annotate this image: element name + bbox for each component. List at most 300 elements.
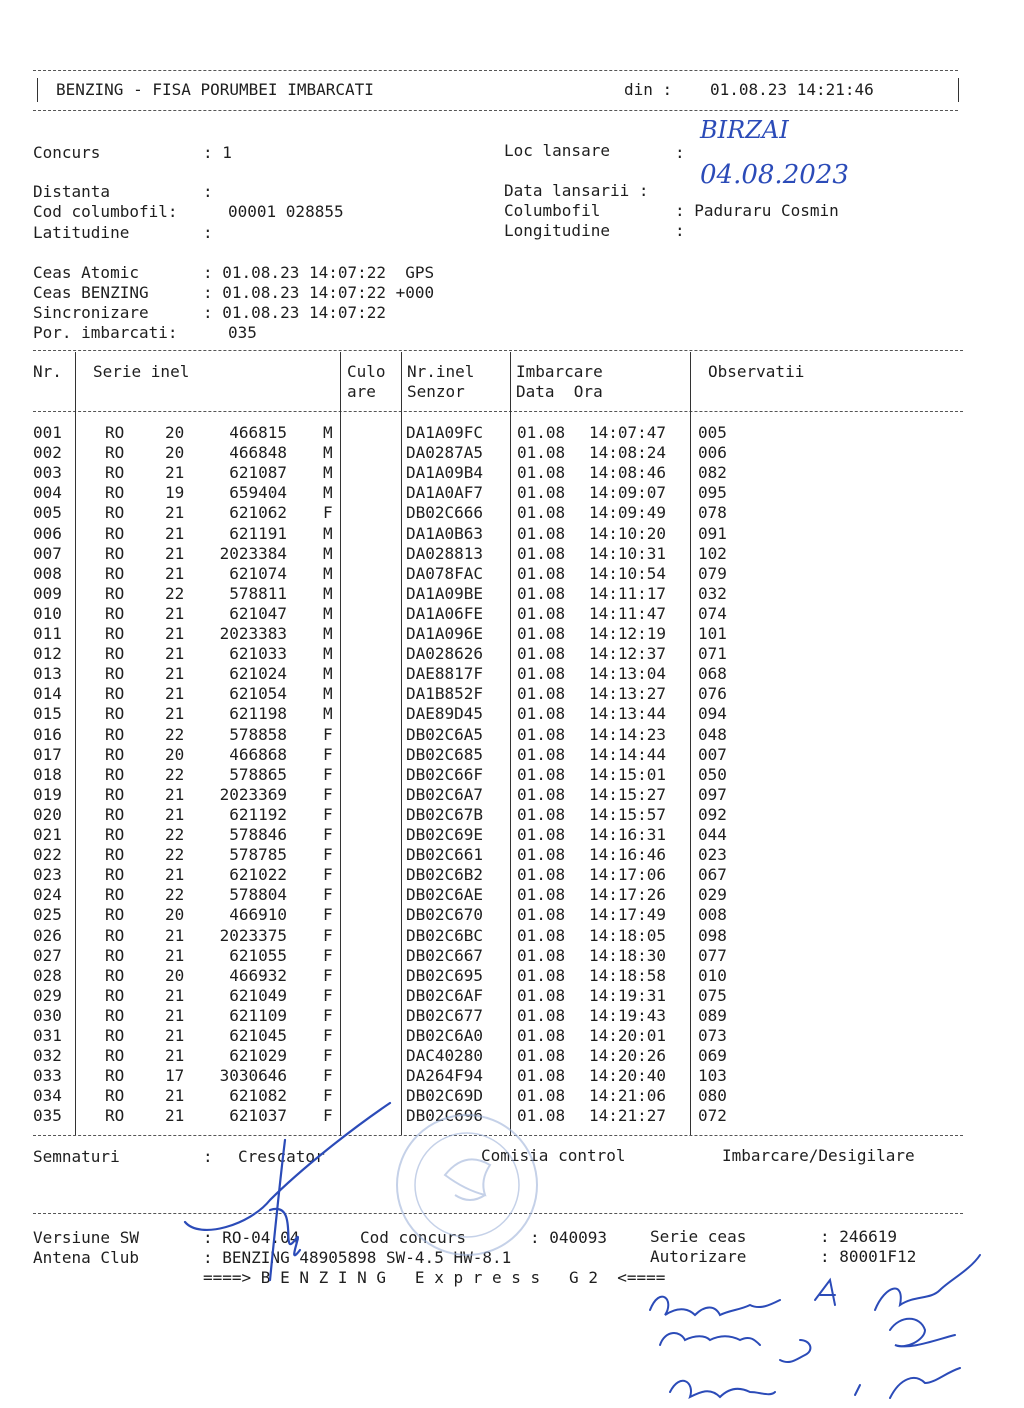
cell-time: 14:20:40	[589, 1066, 667, 1086]
cell-sensor: DAE89D45	[406, 704, 484, 724]
cell-country: RO	[105, 1106, 125, 1126]
cell-sex: M	[323, 704, 333, 724]
cell-ring: 578785	[229, 845, 287, 865]
cell-sex: F	[323, 965, 333, 985]
cell-country: RO	[105, 1005, 125, 1025]
cell-time: 14:20:01	[589, 1026, 667, 1045]
cell-year: 21	[165, 1106, 185, 1126]
cell-observatii: 076	[698, 684, 727, 704]
cell-sensor: DB02C677	[406, 1005, 484, 1025]
cell-ring: 621198	[229, 704, 287, 724]
loc-lansare-label: Loc lansare	[504, 141, 610, 160]
cell-country: RO	[105, 684, 125, 704]
col-header-nr: Nr.	[33, 362, 62, 381]
cell-observatii: 071	[698, 644, 727, 664]
cell-time: 14:09:49	[589, 503, 667, 523]
cell-sensor: DB02C66F	[406, 764, 484, 784]
cell-nr: 013	[33, 664, 62, 684]
cell-sensor: DB02C69E	[406, 825, 484, 844]
cell-ring: 466932	[229, 965, 287, 985]
cell-sex: M	[323, 523, 333, 543]
cell-date: 01.08	[517, 1066, 566, 1086]
cell-year: 21	[165, 684, 185, 704]
cell-nr: 008	[33, 563, 62, 583]
cell-time: 14:08:46	[589, 463, 667, 483]
cell-ring: 621049	[229, 985, 287, 1005]
cell-country: RO	[105, 704, 125, 724]
cell-date: 01.08	[517, 503, 566, 523]
cell-year: 21	[165, 1005, 185, 1025]
cell-nr: 029	[33, 985, 62, 1005]
cell-sex: F	[323, 945, 333, 965]
cell-nr: 022	[33, 845, 62, 865]
cell-country: RO	[105, 603, 125, 623]
cell-ring: 621192	[229, 804, 287, 824]
col-header-senzor: Senzor	[407, 382, 465, 401]
cell-time: 14:13:04	[589, 664, 667, 684]
cell-sensor: DB02C6A5	[406, 724, 484, 744]
cell-country: RO	[105, 784, 125, 804]
crescator-label: Crescator	[238, 1147, 325, 1166]
columbofil-label: Columbofil	[504, 201, 601, 220]
cell-year: 21	[165, 603, 185, 623]
cell-nr: 015	[33, 704, 62, 724]
cell-country: RO	[105, 483, 125, 503]
cell-date: 01.08	[517, 644, 566, 664]
serie-ceas-value: : 246619	[820, 1227, 898, 1246]
cell-nr: 019	[33, 784, 62, 804]
cell-country: RO	[105, 644, 125, 664]
cell-nr: 020	[33, 804, 62, 824]
cell-country: RO	[105, 463, 125, 483]
col-header-nr-inel: Nr.inel	[407, 362, 475, 381]
cell-observatii: 048	[698, 724, 727, 744]
cell-sensor: DB02C6BC	[406, 925, 484, 945]
cell-sex: M	[323, 543, 333, 563]
columbofil-value: : Paduraru Cosmin	[675, 201, 839, 220]
cell-observatii: 091	[698, 523, 727, 543]
cell-sensor: DA078FAC	[406, 563, 484, 583]
cell-country: RO	[105, 825, 125, 844]
cell-country: RO	[105, 1066, 125, 1086]
cell-ring: 621022	[229, 865, 287, 885]
col-header-imbarcare: Imbarcare	[516, 362, 603, 381]
cell-ring: 621037	[229, 1106, 287, 1126]
cell-ring: 2023384	[219, 543, 287, 563]
cell-ring: 3030646	[219, 1066, 287, 1086]
cell-observatii: 005	[698, 423, 727, 442]
cell-observatii: 073	[698, 1026, 727, 1045]
cell-sensor: DB02C6A0	[406, 1026, 484, 1045]
cell-time: 14:16:31	[589, 825, 667, 844]
cell-date: 01.08	[517, 945, 566, 965]
cell-country: RO	[105, 423, 125, 442]
cell-date: 01.08	[517, 1026, 566, 1045]
latitudine-label: Latitudine	[33, 223, 130, 242]
cell-time: 14:18:30	[589, 945, 667, 965]
cell-time: 14:10:31	[589, 543, 667, 563]
longitudine-value: :	[675, 221, 685, 240]
cell-country: RO	[105, 905, 125, 925]
express-banner: ====> B E N Z I N G E x p r e s s G 2 <====	[203, 1268, 666, 1287]
cell-date: 01.08	[517, 664, 566, 684]
cell-sex: M	[323, 664, 333, 684]
cell-year: 21	[165, 463, 185, 483]
cell-year: 21	[165, 925, 185, 945]
cell-date: 01.08	[517, 1106, 566, 1126]
cell-observatii: 032	[698, 583, 727, 603]
cell-sex: F	[323, 905, 333, 925]
antena-label: Antena Club	[33, 1248, 139, 1267]
cell-date: 01.08	[517, 905, 566, 925]
cell-sex: F	[323, 925, 333, 945]
cell-sex: M	[323, 483, 333, 503]
cell-nr: 035	[33, 1106, 62, 1126]
cell-ring: 621082	[229, 1086, 287, 1106]
cell-country: RO	[105, 503, 125, 523]
cell-observatii: 075	[698, 985, 727, 1005]
cell-country: RO	[105, 925, 125, 945]
cell-time: 14:11:47	[589, 603, 667, 623]
cell-nr: 033	[33, 1066, 62, 1086]
cell-year: 21	[165, 543, 185, 563]
cell-year: 21	[165, 563, 185, 583]
cell-observatii: 089	[698, 1005, 727, 1025]
cell-time: 14:07:47	[589, 423, 667, 442]
cell-time: 14:19:31	[589, 985, 667, 1005]
versiune-value: : RO-04.04	[203, 1228, 300, 1247]
cod-concurs-label: Cod concurs	[360, 1228, 466, 1247]
cell-date: 01.08	[517, 925, 566, 945]
cell-date: 01.08	[517, 624, 566, 643]
cell-year: 22	[165, 724, 185, 744]
cell-ring: 578858	[229, 724, 287, 744]
cell-observatii: 103	[698, 1066, 727, 1086]
cell-country: RO	[105, 624, 125, 643]
cell-ring: 621062	[229, 503, 287, 523]
imbarcare-desigilare-label: Imbarcare/Desigilare	[722, 1146, 915, 1165]
cell-sex: F	[323, 1046, 333, 1066]
cell-ring: 466815	[229, 423, 287, 442]
cell-country: RO	[105, 945, 125, 965]
cell-year: 21	[165, 624, 185, 643]
cell-country: RO	[105, 764, 125, 784]
por-imbarcati-label: Por. imbarcati:	[33, 323, 178, 342]
cell-time: 14:18:05	[589, 925, 667, 945]
cell-sex: F	[323, 784, 333, 804]
cell-time: 14:15:57	[589, 804, 667, 824]
cell-observatii: 077	[698, 945, 727, 965]
cell-ring: 621033	[229, 644, 287, 664]
cell-nr: 032	[33, 1046, 62, 1066]
autorizare-value: : 80001F12	[820, 1247, 917, 1266]
cell-observatii: 102	[698, 543, 727, 563]
cell-country: RO	[105, 543, 125, 563]
handwritten-release-date: 04.08.2023	[700, 160, 849, 190]
cell-country: RO	[105, 985, 125, 1005]
cell-country: RO	[105, 885, 125, 905]
cell-year: 20	[165, 423, 185, 442]
sincronizare-value: : 01.08.23 14:07:22	[203, 303, 387, 322]
cell-observatii: 044	[698, 825, 727, 844]
cell-sensor: DA0287A5	[406, 443, 484, 463]
cell-nr: 025	[33, 905, 62, 925]
cell-sensor: DAE8817F	[406, 664, 484, 684]
cell-nr: 030	[33, 1005, 62, 1025]
commission-signatures	[650, 1255, 980, 1398]
cell-ring: 2023369	[219, 784, 287, 804]
cell-observatii: 078	[698, 503, 727, 523]
cell-sensor: DA1B852F	[406, 684, 484, 704]
cell-sensor: DB02C667	[406, 945, 484, 965]
cell-year: 21	[165, 804, 185, 824]
cell-date: 01.08	[517, 684, 566, 704]
cell-nr: 023	[33, 865, 62, 885]
cell-ring: 621055	[229, 945, 287, 965]
cell-country: RO	[105, 1046, 125, 1066]
cell-year: 22	[165, 885, 185, 905]
cell-sex: M	[323, 684, 333, 704]
ceas-benzing-value: : 01.08.23 14:07:22 +000	[203, 283, 435, 302]
cell-year: 17	[165, 1066, 185, 1086]
cell-time: 14:08:24	[589, 443, 667, 463]
cell-nr: 024	[33, 885, 62, 905]
cell-observatii: 095	[698, 483, 727, 503]
cell-sensor: DB02C6B2	[406, 865, 484, 885]
cell-country: RO	[105, 845, 125, 865]
cell-sensor: DB02C666	[406, 503, 484, 523]
cell-nr: 006	[33, 523, 62, 543]
cell-observatii: 082	[698, 463, 727, 483]
cell-nr: 004	[33, 483, 62, 503]
cell-country: RO	[105, 965, 125, 985]
cell-country: RO	[105, 865, 125, 885]
cell-sensor: DB02C685	[406, 744, 484, 764]
cell-country: RO	[105, 1086, 125, 1106]
cell-nr: 014	[33, 684, 62, 704]
cell-ring: 466848	[229, 443, 287, 463]
cell-time: 14:20:26	[589, 1046, 667, 1066]
cell-ring: 621054	[229, 684, 287, 704]
cell-date: 01.08	[517, 443, 566, 463]
loc-lansare-colon: :	[675, 143, 685, 162]
cell-nr: 017	[33, 744, 62, 764]
cell-ring: 2023375	[219, 925, 287, 945]
cell-time: 14:09:07	[589, 483, 667, 503]
cell-observatii: 010	[698, 965, 727, 985]
cell-date: 01.08	[517, 985, 566, 1005]
por-imbarcati-value: 035	[228, 323, 257, 342]
cell-sensor: DB02C6A7	[406, 784, 484, 804]
cell-observatii: 094	[698, 704, 727, 724]
cell-year: 21	[165, 503, 185, 523]
cell-nr: 002	[33, 443, 62, 463]
cell-nr: 007	[33, 543, 62, 563]
cell-time: 14:15:27	[589, 784, 667, 804]
cell-ring: 621029	[229, 1046, 287, 1066]
col-header-serie: Serie inel	[93, 362, 190, 381]
cell-ring: 621045	[229, 1026, 287, 1045]
cell-year: 21	[165, 1026, 185, 1045]
cell-observatii: 079	[698, 563, 727, 583]
cell-date: 01.08	[517, 1046, 566, 1066]
cell-observatii: 050	[698, 764, 727, 784]
cell-sex: F	[323, 503, 333, 523]
cell-sensor: DA1A09FC	[406, 423, 484, 442]
col-header-observatii: Observatii	[708, 362, 805, 381]
cod-columbofil-label: Cod columbofil:	[33, 202, 178, 221]
cell-ring: 578804	[229, 885, 287, 905]
semnaturi-colon: :	[203, 1147, 213, 1166]
cod-columbofil-value: 00001 028855	[228, 202, 344, 221]
cell-observatii: 080	[698, 1086, 727, 1106]
cell-time: 14:17:26	[589, 885, 667, 905]
cell-sensor: DB02C696	[406, 1106, 484, 1126]
cell-sex: F	[323, 985, 333, 1005]
cell-year: 21	[165, 523, 185, 543]
cell-date: 01.08	[517, 744, 566, 764]
cell-time: 14:21:06	[589, 1086, 667, 1106]
handwritten-release-place: BIRZAI	[700, 116, 789, 144]
cell-sex: M	[323, 463, 333, 483]
cell-sensor: DA1A09BE	[406, 583, 484, 603]
concurs-value: : 1	[203, 143, 232, 162]
cell-nr: 027	[33, 945, 62, 965]
distanta-value: :	[203, 182, 213, 201]
cell-observatii: 069	[698, 1046, 727, 1066]
sincronizare-label: Sincronizare	[33, 303, 149, 322]
date-label: din :	[624, 80, 673, 99]
cell-sex: F	[323, 764, 333, 784]
cell-year: 21	[165, 945, 185, 965]
cell-sex: F	[323, 845, 333, 865]
cell-sex: F	[323, 1106, 333, 1126]
cell-sensor: DA028813	[406, 543, 484, 563]
distanta-label: Distanta	[33, 182, 111, 201]
crescator-signature	[185, 1103, 390, 1280]
cell-time: 14:10:20	[589, 523, 667, 543]
cell-sensor: DB02C69D	[406, 1086, 484, 1106]
cell-sensor: DA1A0B63	[406, 523, 484, 543]
cod-concurs-value: : 040093	[530, 1228, 608, 1247]
cell-observatii: 023	[698, 845, 727, 865]
cell-year: 20	[165, 905, 185, 925]
cell-country: RO	[105, 744, 125, 764]
cell-year: 20	[165, 965, 185, 985]
cell-observatii: 101	[698, 624, 727, 643]
cell-nr: 010	[33, 603, 62, 623]
cell-country: RO	[105, 443, 125, 463]
cell-nr: 026	[33, 925, 62, 945]
cell-ring: 578811	[229, 583, 287, 603]
cell-sex: F	[323, 1005, 333, 1025]
cell-sex: F	[323, 724, 333, 744]
cell-sensor: DA1A09B4	[406, 463, 484, 483]
cell-year: 22	[165, 764, 185, 784]
cell-ring: 621024	[229, 664, 287, 684]
cell-date: 01.08	[517, 603, 566, 623]
cell-ring: 578846	[229, 825, 287, 844]
cell-observatii: 008	[698, 905, 727, 925]
cell-sensor: DA1A0AF7	[406, 483, 484, 503]
cell-nr: 016	[33, 724, 62, 744]
cell-observatii: 067	[698, 865, 727, 885]
cell-ring: 659404	[229, 483, 287, 503]
cell-ring: 621109	[229, 1005, 287, 1025]
data-lansarii-label: Data lansarii :	[504, 181, 649, 200]
cell-date: 01.08	[517, 784, 566, 804]
col-header-culo: Culo	[347, 362, 386, 381]
cell-sensor: DB02C661	[406, 845, 484, 865]
cell-sensor: DA264F94	[406, 1066, 484, 1086]
cell-date: 01.08	[517, 825, 566, 844]
cell-country: RO	[105, 804, 125, 824]
cell-nr: 034	[33, 1086, 62, 1106]
cell-date: 01.08	[517, 543, 566, 563]
cell-nr: 003	[33, 463, 62, 483]
cell-year: 21	[165, 704, 185, 724]
cell-country: RO	[105, 523, 125, 543]
cell-time: 14:17:49	[589, 905, 667, 925]
col-header-are: are	[347, 382, 376, 401]
cell-year: 19	[165, 483, 185, 503]
cell-observatii: 074	[698, 603, 727, 623]
cell-year: 22	[165, 583, 185, 603]
cell-nr: 031	[33, 1026, 62, 1045]
cell-date: 01.08	[517, 804, 566, 824]
cell-year: 21	[165, 1046, 185, 1066]
concurs-label: Concurs	[33, 143, 101, 162]
cell-date: 01.08	[517, 965, 566, 985]
cell-sex: F	[323, 865, 333, 885]
ceas-atomic-label: Ceas Atomic	[33, 263, 139, 282]
page-title: BENZING - FISA PORUMBEI IMBARCATI	[56, 80, 374, 99]
cell-date: 01.08	[517, 1086, 566, 1106]
ceas-benzing-label: Ceas BENZING	[33, 283, 149, 302]
cell-ring: 621191	[229, 523, 287, 543]
cell-date: 01.08	[517, 764, 566, 784]
cell-sensor: DB02C67B	[406, 804, 484, 824]
cell-observatii: 072	[698, 1106, 727, 1126]
cell-time: 14:14:23	[589, 724, 667, 744]
cell-date: 01.08	[517, 865, 566, 885]
cell-date: 01.08	[517, 423, 566, 442]
cell-year: 21	[165, 664, 185, 684]
cell-nr: 001	[33, 423, 62, 442]
ceas-atomic-value: : 01.08.23 14:07:22 GPS	[203, 263, 435, 282]
cell-country: RO	[105, 563, 125, 583]
cell-date: 01.08	[517, 583, 566, 603]
cell-sex: F	[323, 885, 333, 905]
cell-time: 14:21:27	[589, 1106, 667, 1126]
cell-sex: F	[323, 744, 333, 764]
cell-sex: M	[323, 563, 333, 583]
cell-year: 21	[165, 1086, 185, 1106]
cell-year: 20	[165, 744, 185, 764]
cell-nr: 021	[33, 825, 62, 844]
cell-nr: 011	[33, 624, 62, 643]
cell-ring: 578865	[229, 764, 287, 784]
cell-year: 21	[165, 644, 185, 664]
cell-ring: 621047	[229, 603, 287, 623]
cell-time: 14:10:54	[589, 563, 667, 583]
cell-date: 01.08	[517, 463, 566, 483]
cell-date: 01.08	[517, 523, 566, 543]
cell-date: 01.08	[517, 845, 566, 865]
cell-time: 14:11:17	[589, 583, 667, 603]
cell-sensor: DAC40280	[406, 1046, 484, 1066]
cell-nr: 012	[33, 644, 62, 664]
